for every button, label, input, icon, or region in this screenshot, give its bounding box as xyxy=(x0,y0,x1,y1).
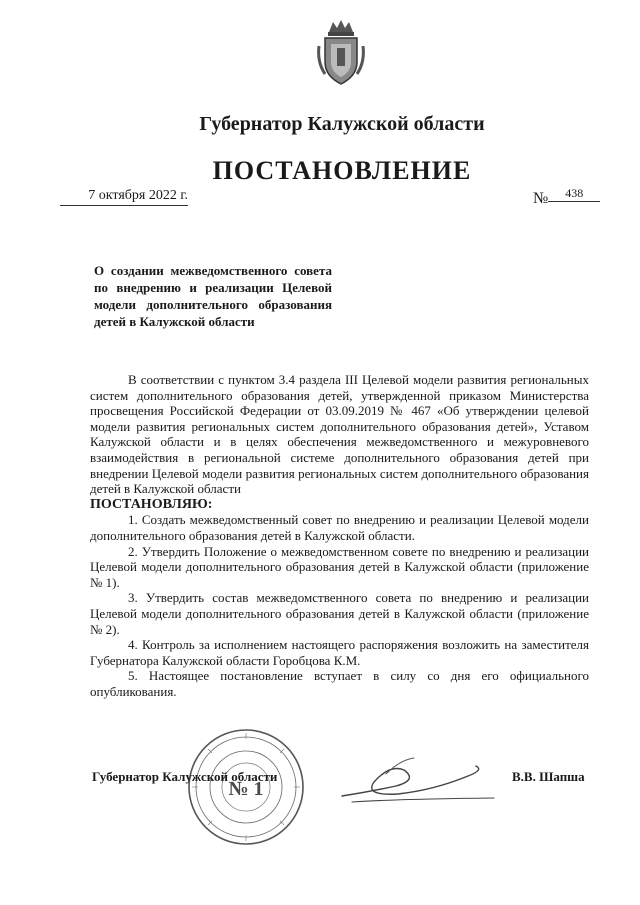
document-date: 7 октября 2022 г. xyxy=(60,188,188,206)
seal-number: № 1 xyxy=(228,778,264,800)
decree-word: ПОСТАНОВЛЯЮ: xyxy=(90,496,213,512)
decree-item-3: 3. Утвердить состав межведомственного совета по внедрению и реализации Целевой модели дополнительного образования детей в Калужской области (приложение № 2). xyxy=(90,590,589,637)
document-number: 438 xyxy=(548,186,600,202)
official-seal-icon xyxy=(186,727,306,847)
signatory-name: В.В. Шапша xyxy=(512,769,585,784)
decree-item-5: 5. Настоящее постановление вступает в силу со дня его официального опубликования. xyxy=(90,668,589,699)
document-subject: О создании межведомственного совета по внедрению и реализации Целевой модели дополнительного образования детей в Калужской области xyxy=(94,263,332,329)
signatory-position: Губернатор Калужской области xyxy=(92,769,278,784)
document-type-title: ПОСТАНОВЛЕНИЕ xyxy=(212,156,472,185)
document-number-block xyxy=(533,186,600,208)
document-body xyxy=(90,372,589,699)
coat-of-arms-icon xyxy=(315,18,367,88)
number-label: № xyxy=(533,190,549,207)
decree-item-1: 1. Создать межведомственный совет по внедрению и реализации Целевой модели дополнительного образования детей в Калужской области. xyxy=(90,512,589,543)
decree-item-2: 2. Утвердить Положение о межведомственном совете по внедрению и реализации Целевой модели дополнительного образования детей в Калужской области (приложение № 1). xyxy=(90,543,589,590)
handwritten-signature xyxy=(338,752,500,812)
decree-item-4: 4. Контроль за исполнением настоящего распоряжения возложить на заместителя Губернатора Калужской области Горобцова К.М. xyxy=(90,637,589,668)
issuing-authority: Губернатор Калужской области xyxy=(199,113,485,135)
preamble-paragraph: В соответствии с пунктом 3.4 раздела III Целевой модели развития региональных систем дополнительного образования детей, утвержденной приказом Министерства просвещения Российской Федерации от 03.09.2019 № 467 «Об утверждении целевой модели развития региональных систем дополнительного образования детей», Уставом Калужской области и в целях обеспечения межведомственного и межуровневого взаимодействия в региональной системе дополнительного образования детей при внедрении Целевой модели развития региональных систем дополнительного образования детей в Калужской области xyxy=(90,372,589,497)
